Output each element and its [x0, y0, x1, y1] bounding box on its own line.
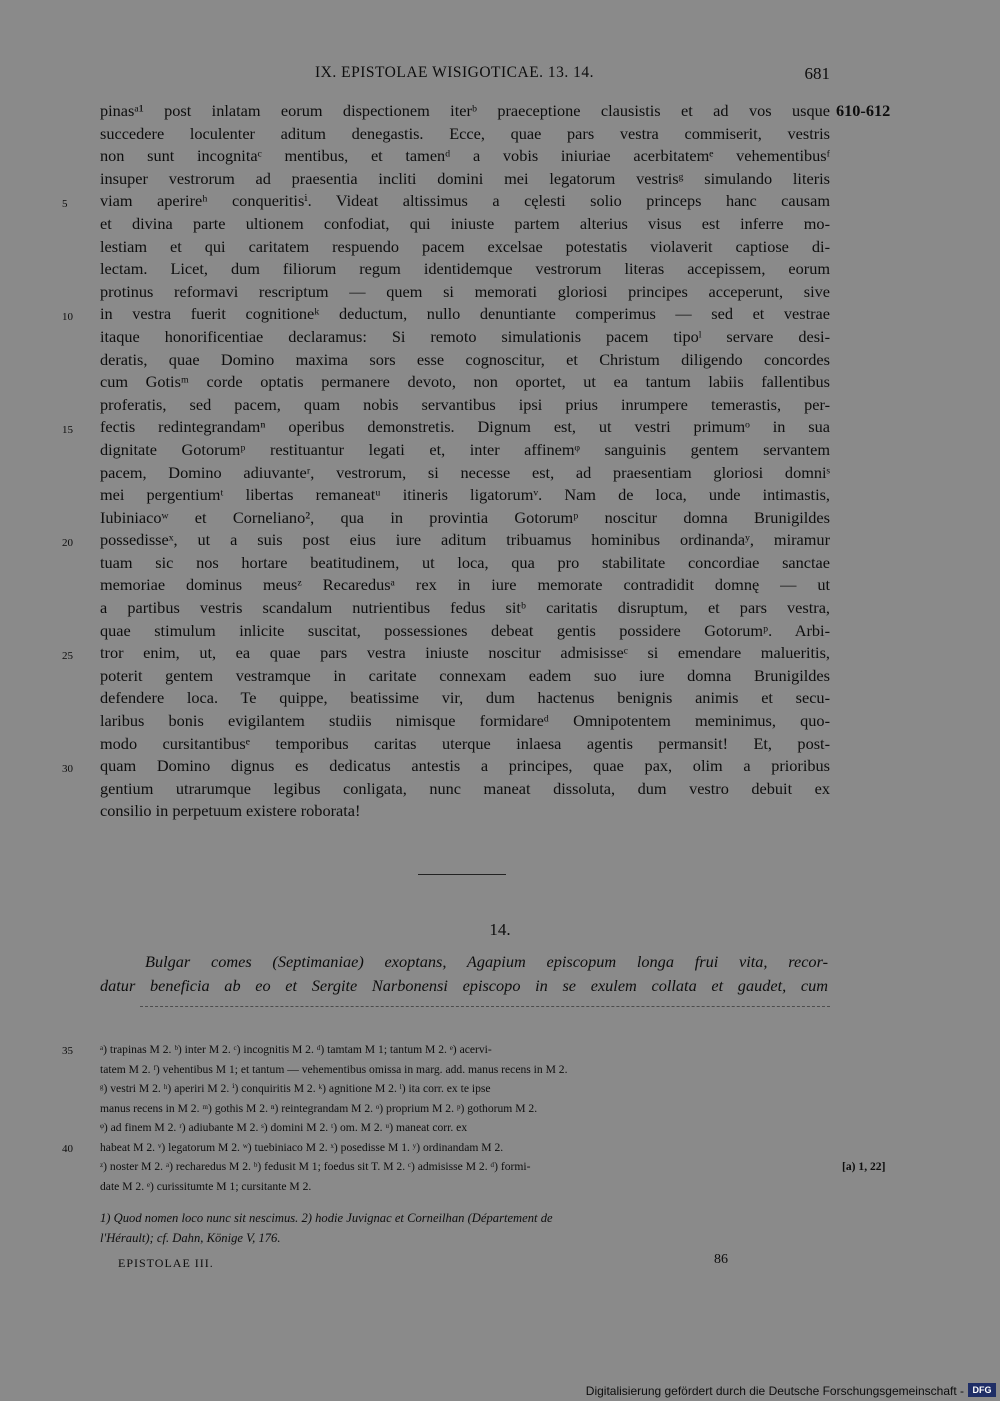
body-line: [62, 190, 830, 213]
body-line-text: pinasᵃ¹ post inlatam eorum dispectionem iterᵇ praeceptione clausistis et ad vos usque: [100, 101, 830, 120]
body-line-text: mei pergentiumᵗ libertas remaneatᵘ itineris ligatorumᵛ. Nam de loca, unde intimastis,: [100, 485, 830, 505]
body-line: [62, 529, 830, 552]
body-line-text: quae stimulum inlicite suscitat, possessiones debeat gentis possidere Gotorumᵖ. Arbi-: [100, 620, 830, 640]
body-line-text: defendere loca. Te quippe, beatissime vir, dum hactenus benignis animis et secu-: [100, 688, 830, 708]
body-line: [62, 416, 830, 439]
running-head: [100, 64, 830, 86]
footer-credit: Digitalisierung gefördert durch die Deutsche Forschungsgemeinschaft -: [585, 1384, 964, 1398]
line-number: 40: [62, 1142, 73, 1155]
apparatus-line: [100, 1079, 830, 1099]
body-line: [100, 236, 830, 259]
body-line-text: gentium utrarumque legibus conligata, nunc maneat dissoluta, dum vestro debuit ex: [100, 778, 830, 798]
body-line: [100, 281, 830, 304]
critical-apparatus: [62, 1040, 886, 1196]
body-line-text: deratis, quae Domino maxima sors esse cognoscitur, et Christum diligendo concordes: [100, 349, 830, 369]
body-line: [100, 371, 830, 394]
body-line: [100, 552, 830, 575]
body-line: [100, 145, 830, 168]
footnote-line: l'Hérault); cf. Dahn, Könige V, 176.: [100, 1231, 281, 1245]
body-line-text: possedisseˣ, ut a suis post eius iure aditum tribuamus hominibus ordinandaʸ, miramur: [100, 530, 830, 550]
line-number: 30: [62, 763, 73, 776]
body-line: [100, 687, 830, 710]
footnotes: [100, 1208, 828, 1248]
body-line: [62, 303, 830, 326]
apparatus-text: ᵍ) vestri M 2. ʰ) aperiri M 2. ⁱ) conquiritis M 2. ᵏ) agnitione M 2. ˡ) ita corr. ex te ipse: [100, 1082, 491, 1095]
body-line-text: modo cursitantibusᵉ temporibus caritas uterque inlaesa agentis permansit! Et, post-: [100, 733, 830, 753]
apparatus-line: [100, 1157, 886, 1177]
body-line: [100, 484, 830, 507]
line-number: 20: [62, 537, 73, 550]
body-line: [100, 258, 830, 281]
apparatus-text: date M 2. ᵉ) curissitumte M 1; cursitante M 2.: [100, 1179, 312, 1193]
apparatus-text: ᵠ) ad finem M 2. ʳ) adiubante M 2. ˢ) domini M 2. ᵗ) om. M 2. ᵘ) maneat corr. ex: [100, 1121, 468, 1134]
body-line-text: proferatis, sed pacem, quam nobis servantibus ipsi prius inrumpere temerastis, per-: [100, 394, 830, 414]
body-line-text: viam aperireʰ conqueritisⁱ. Videat altissimus a cęlesti solio princeps hanc causam: [100, 191, 830, 211]
summary-line: Bulgar comes (Septimaniae) exoptans, Agapium episcopum longa frui vita, recor-: [145, 952, 828, 971]
apparatus-margin-note: [a) 1, 22]: [842, 1160, 886, 1173]
body-line: [100, 439, 830, 462]
letter-body: [62, 100, 891, 823]
body-line-text: itaque honorificentiae declaramus: Si remoto simulationis pacem tipoˡ servare desi-: [100, 326, 830, 346]
dfg-logo[interactable]: DFG: [968, 1383, 996, 1397]
footnote-line: 1) Quod nomen loco nunc sit nescimus. 2) hodie Juvignac et Corneilhan (Département de: [100, 1211, 553, 1225]
body-line: [100, 574, 830, 597]
body-line: [62, 642, 830, 665]
apparatus-separator: [140, 1006, 830, 1017]
line-number: 25: [62, 650, 73, 663]
section-divider: [418, 874, 506, 875]
body-line-text: consilio in perpetuum existere roborata!: [100, 801, 361, 821]
body-line: [62, 755, 830, 778]
apparatus-text: ᶻ) noster M 2. ᵃ) recharedus M 2. ᵇ) fedusit M 1; foedus sit T. M 2. ᶜ) admisisse M 2. ᵈ) formi-: [100, 1160, 531, 1173]
body-line-text: succedere loculenter aditum denegastis. Ecce, quae pars vestra commiserit, vestris: [100, 123, 830, 143]
summary-line: datur beneficia ab eo et Sergite Narbonensi episcopo in se exulem collata et gaudet, cum: [100, 976, 828, 995]
body-line-text: fectis redintegrandamⁿ operibus demonstretis. Dignum est, ut vestri primumᵒ in sua: [100, 417, 830, 437]
signature-row: [100, 1252, 830, 1272]
body-line-text: pacem, Domino adiuvanteʳ, vestrorum, si necesse est, ad praesentiam gloriosi domniˢ: [100, 462, 830, 482]
apparatus-line: [62, 1138, 830, 1158]
apparatus-line: [100, 1099, 830, 1119]
body-line-text: quam Domino dignus es dedicatus antestis a principes, quae pax, olim a prioribus: [100, 756, 830, 776]
line-number: 10: [62, 311, 73, 324]
body-line-text: lectam. Licet, dum filiorum regum identidemque vestrorum literas accepissem, eorum: [100, 259, 830, 279]
body-line: [100, 349, 830, 372]
printer-signature: EPISTOLAE III.: [118, 1256, 214, 1270]
apparatus-text: habeat M 2. ᵛ) legatorum M 2. ʷ) tuebiniaco M 2. ˣ) posedisse M 1. ʸ) ordinandam M 2.: [100, 1140, 504, 1154]
letter-summary: [100, 950, 828, 998]
body-line: [100, 800, 830, 823]
apparatus-line: [62, 1040, 830, 1060]
apparatus-line: [100, 1177, 830, 1197]
body-line-text: et divina parte ultionem confodiat, qui iniuste partem alterius visus est inferre mo-: [100, 213, 830, 233]
apparatus-text: manus recens in M 2. ᵐ) gothis M 2. ⁿ) reintegrandam M 2. ᵒ) proprium M 2. ᵖ) gothorum M 2.: [100, 1101, 538, 1115]
body-line-text: tror enim, ut, ea quae pars vestra iniuste noscitur admisisseᶜ si emendare malueritis,: [100, 643, 830, 663]
body-line: [100, 507, 830, 530]
body-line: [100, 620, 830, 643]
body-line-text: protinus reformavi rescriptum — quem si memorati gloriosi principes acceperunt, sive: [100, 281, 830, 301]
body-line: [100, 597, 830, 620]
body-line: [100, 462, 830, 485]
line-number: 35: [62, 1045, 73, 1057]
body-line: [100, 710, 830, 733]
body-line: [100, 213, 830, 236]
body-line: [100, 123, 830, 146]
body-line-text: in vestra fuerit cognitioneᵏ deductum, nullo denuntiante comperimus — sed et vestrae: [100, 304, 830, 324]
body-line: [100, 168, 830, 191]
margin-year: 610-612: [836, 101, 891, 120]
body-line-text: laribus bonis evigilantem studiis nimisque formidareᵈ Omnipotentem meminimus, quo-: [100, 711, 830, 731]
body-line-text: cum Gotisᵐ corde optatis permanere devoto, non oportet, ut ea tantum labiis fallentibus: [100, 372, 830, 392]
page-number: 681: [804, 64, 830, 83]
body-line-text: non sunt incognitaᶜ mentibus, et tamenᵈ a vobis iniuriae acerbitatemᵉ vehementibusᶠ: [100, 146, 830, 166]
body-line-text: dignitate Gotorumᵖ restituantur legati et, inter affinemᵠ sanguinis gentem servantem: [100, 439, 830, 459]
apparatus-text: ᵃ) trapinas M 2. ᵇ) inter M 2. ᶜ) incognitis M 2. ᵈ) tamtam M 1; tantum M 2. ᵉ) acervi-: [100, 1043, 492, 1056]
section-number: 14.: [489, 920, 511, 939]
body-line: [100, 326, 830, 349]
running-head-title: IX. EPISTOLAE WISIGOTICAE. 13. 14.: [315, 64, 595, 81]
body-line: [100, 100, 891, 123]
body-line: [100, 778, 830, 801]
body-line-text: insuper vestrorum ad praesentia incliti domini mei legatorum vestrisᵍ simulando literis: [100, 168, 830, 188]
apparatus-line: [100, 1060, 830, 1080]
body-line: [100, 665, 830, 688]
body-line: [100, 733, 830, 756]
body-line-text: memoriae dominus meusᶻ Recaredusᵃ rex in iure memorate contradidit domnę — ut: [100, 575, 830, 595]
body-line-text: Iubiniacoʷ et Corneliano², qua in provintia Gotorumᵖ noscitur domna Brunigildes: [100, 507, 830, 527]
line-number: 5: [62, 198, 68, 211]
body-line-text: tuam sic nos hortare beatitudinem, ut loca, qua pro stabilitate concordiae sanctae: [100, 552, 830, 572]
body-line: [100, 394, 830, 417]
apparatus-text: tatem M 2. ᶠ) vehentibus M 1; et tantum — vehementibus omissa in marg. add. manus recens in M 2.: [100, 1062, 568, 1076]
body-line-text: a partibus vestris scandalum nutrientibus fedus sitᵇ caritatis disruptum, et pars vestra,: [100, 598, 830, 618]
body-line-text: poterit gentem vestramque in caritate connexam eadem suo iure domna Brunigildes: [100, 665, 830, 685]
sheet-number: 86: [714, 1252, 728, 1267]
digitization-footer: [0, 1381, 1000, 1401]
apparatus-line: [100, 1118, 830, 1138]
line-number: 15: [62, 424, 73, 437]
body-line-text: lestiam et qui caritatem respuendo pacem excelsae potestatis violaverit captiose di-: [100, 236, 830, 256]
